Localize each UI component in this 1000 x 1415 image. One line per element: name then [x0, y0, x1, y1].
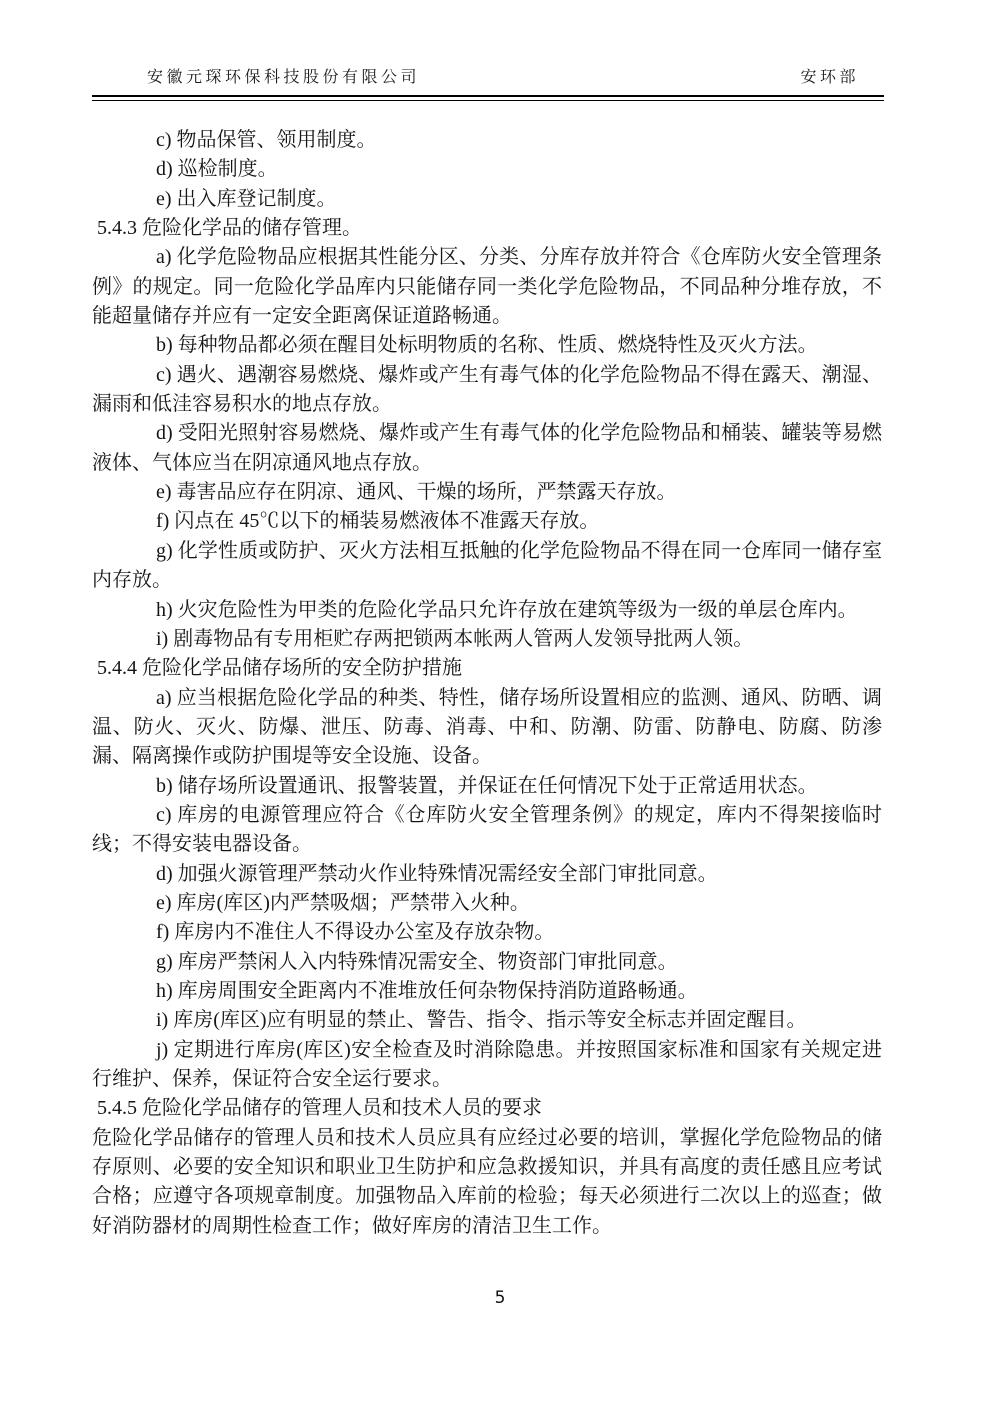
company-name: 安徽元琛环保科技股份有限公司	[147, 69, 421, 86]
list-item: g) 库房严禁闲人入内特殊情况需安全、物资部门审批同意。	[156, 950, 678, 973]
section-heading: 5.4.5 危险化学品储存的管理人员和技术人员的要求	[97, 1097, 542, 1120]
body-paragraph: 危险化学品储存的管理人员和技术人员应具有应经过必要的培训，掌握化学危险物品的储存原则、必要的安全知识和职业卫生防护和应急救援知识，并具有高度的责任感且应考试合格；应遵守各项规章制度。加强物品入库前的检验；每天必须进行二次以上的巡查；做好消防器材的周期性检查工作；做好库房的清洁卫生工作。	[92, 1126, 882, 1237]
list-item: h) 火灾危险性为甲类的危险化学品只允许存放在建筑等级为一级的单层仓库内。	[156, 598, 858, 621]
department-name: 安环部	[800, 69, 859, 86]
list-item: b) 每种物品都必须在醒目处标明物质的名称、性质、燃烧特性及灭火方法。	[156, 334, 818, 357]
page-header	[92, 66, 884, 101]
list-item: c) 物品保管、领用制度。	[156, 129, 377, 151]
list-item: c) 遇火、遇潮容易燃烧、爆炸或产生有毒气体的化学危险物品不得在露天、潮湿、漏雨和低洼容易积水的地点存放。	[92, 363, 882, 416]
list-item: e) 库房(库区)内严禁吸烟；严禁带入火种。	[156, 891, 530, 914]
page-footer	[0, 1288, 1000, 1308]
list-item: i) 库房(库区)应有明显的禁止、警告、指令、指示等安全标志并固定醒目。	[156, 1009, 807, 1032]
list-item: j) 定期进行库房(库区)安全检查及时消除隐患。并按照国家标准和国家有关规定进行维护、保养，保证符合安全运行要求。	[92, 1038, 882, 1090]
list-item: f) 库房内不准住人不得设办公室及存放杂物。	[156, 921, 555, 944]
list-item: c) 库房的电源管理应符合《仓库防火安全管理条例》的规定，库内不得架接临时线；不得安装电器设备。	[92, 803, 882, 856]
header-rule-bottom	[92, 100, 884, 101]
list-item: h) 库房周围安全距离内不准堆放任何杂物保持消防道路畅通。	[156, 979, 698, 1002]
section-heading: 5.4.3 危险化学品的储存管理。	[97, 217, 362, 240]
list-item: g) 化学性质或防护、灭火方法相互抵触的化学危险物品不得在同一仓库同一储存室内存放。	[92, 539, 882, 592]
list-item: d) 受阳光照射容易燃烧、爆炸或产生有毒气体的化学危险物品和桶装、罐装等易燃液体、气体应当在阴凉通风地点存放。	[92, 422, 882, 474]
header-rule-top	[92, 95, 884, 97]
list-item: d) 加强火源管理严禁动火作业特殊情况需经安全部门审批同意。	[156, 862, 718, 885]
list-item: d) 巡检制度。	[156, 158, 278, 181]
list-item: f) 闪点在 45℃以下的桶装易燃液体不准露天存放。	[156, 510, 600, 533]
list-item: e) 出入库登记制度。	[156, 187, 337, 210]
page-number: 5	[494, 1288, 506, 1308]
section-heading: 5.4.4 危险化学品储存场所的安全防护措施	[97, 657, 462, 680]
list-item: e) 毒害品应存在阴凉、通风、干燥的场所，严禁露天存放。	[156, 481, 677, 504]
list-item: a) 应当根据危险化学品的种类、特性，储存场所设置相应的监测、通风、防晒、调温、防火、灭火、防爆、泄压、防毒、消毒、中和、防潮、防雷、防静电、防腐、防渗漏、隔离操作或防护围堤等安全设施、设备。	[92, 686, 882, 768]
header-row	[92, 66, 884, 90]
list-item: b) 储存场所设置通讯、报警装置，并保证在任何情况下处于正常适用状态。	[156, 774, 818, 797]
list-item: i) 剧毒物品有专用柜贮存两把锁两本帐两人管两人发领导批两人领。	[156, 627, 754, 650]
list-item: a) 化学危险物品应根据其性能分区、分类、分库存放并符合《仓库防火安全管理条例》的规定。同一危险化学品库内只能储存同一类化学危险物品，不同品种分堆存放，不能超量储存并应有一定安全距离保证道路畅通。	[92, 246, 882, 328]
document-body	[92, 126, 882, 1241]
